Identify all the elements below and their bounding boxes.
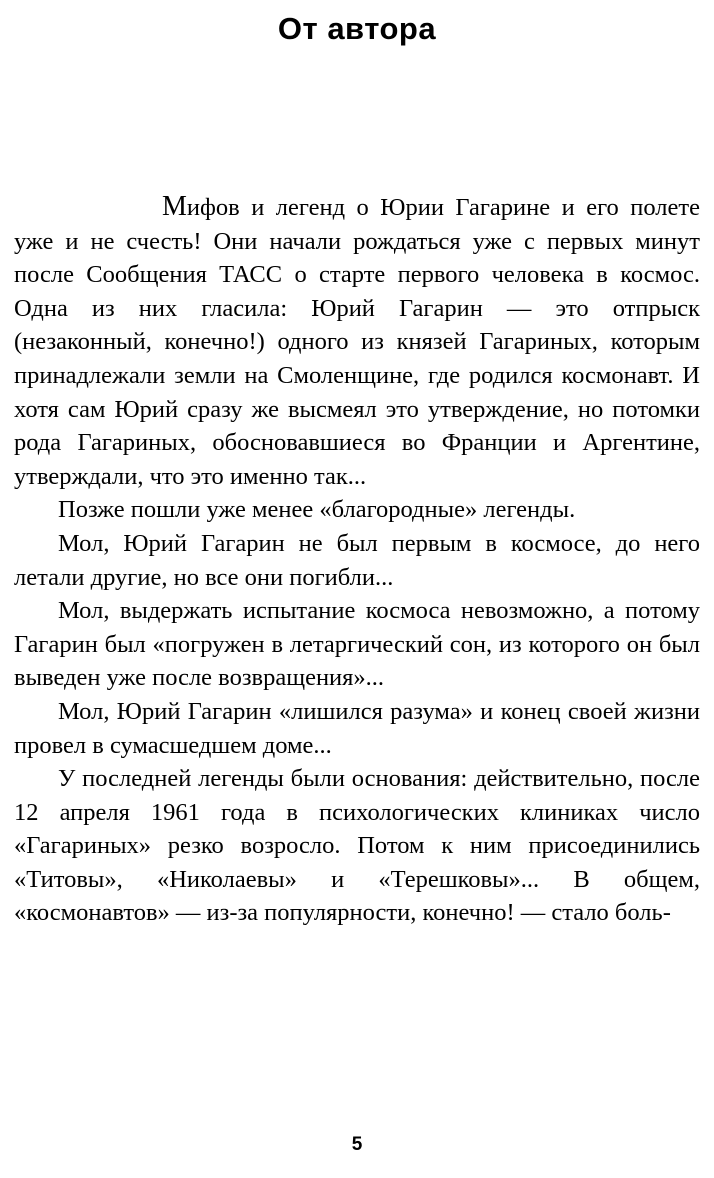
paragraph-text: У последней легенды были основания: действительно, после 12 апреля 1961 года в психологических клиниках число «Гагариных» резко возросло. Потом к ним присоединились «Титовы», «Николаевы» и «Терешковы»... В общем, «космонавтов» — из-за популярности, конечно! — стало боль- [14, 765, 700, 927]
paragraph-lead-letter: М [162, 191, 187, 222]
paragraph [14, 695, 700, 762]
paragraph [14, 762, 700, 930]
paragraph [14, 190, 700, 493]
paragraph-text: ифов и легенд о Юрии Гагарине и его полете уже и не счесть! Они начали рождаться уже с первых минут после Сообщения ТАСС о старте первого человека в космос. Одна из них гласила: Юрий Гагарин — это отпрыск (незаконный, конечно!) одного из князей Гагариных, которым принадлежали земли на Смоленщине, где родился космонавт. И хотя сам Юрий сразу же высмеял это утверждение, но потомки рода Гагариных, обосновавшиеся во Франции и Аргентине, утверждали, что это именно так... [14, 194, 700, 490]
paragraph-text: Позже пошли уже менее «благородные» легенды. [58, 496, 576, 524]
paragraph [14, 594, 700, 695]
paragraph [14, 493, 700, 527]
paragraph-text: Мол, Юрий Гагарин не был первым в космосе, до него летали другие, но все они погибли... [14, 529, 700, 591]
page-title: От автора [277, 11, 437, 46]
paragraph-text: Мол, выдержать испытание космоса невозможно, а потому Гагарин был «погружен в летаргический сон, из которого он был выведен уже после возвращения»... [14, 597, 700, 692]
body-text [8, 190, 706, 930]
paragraph-text: Мол, Юрий Гагарин «лишился разума» и конец своей жизни провел в сумасшедшем доме... [14, 697, 700, 759]
paragraph [14, 527, 700, 594]
page-number: 5 [351, 1134, 363, 1155]
